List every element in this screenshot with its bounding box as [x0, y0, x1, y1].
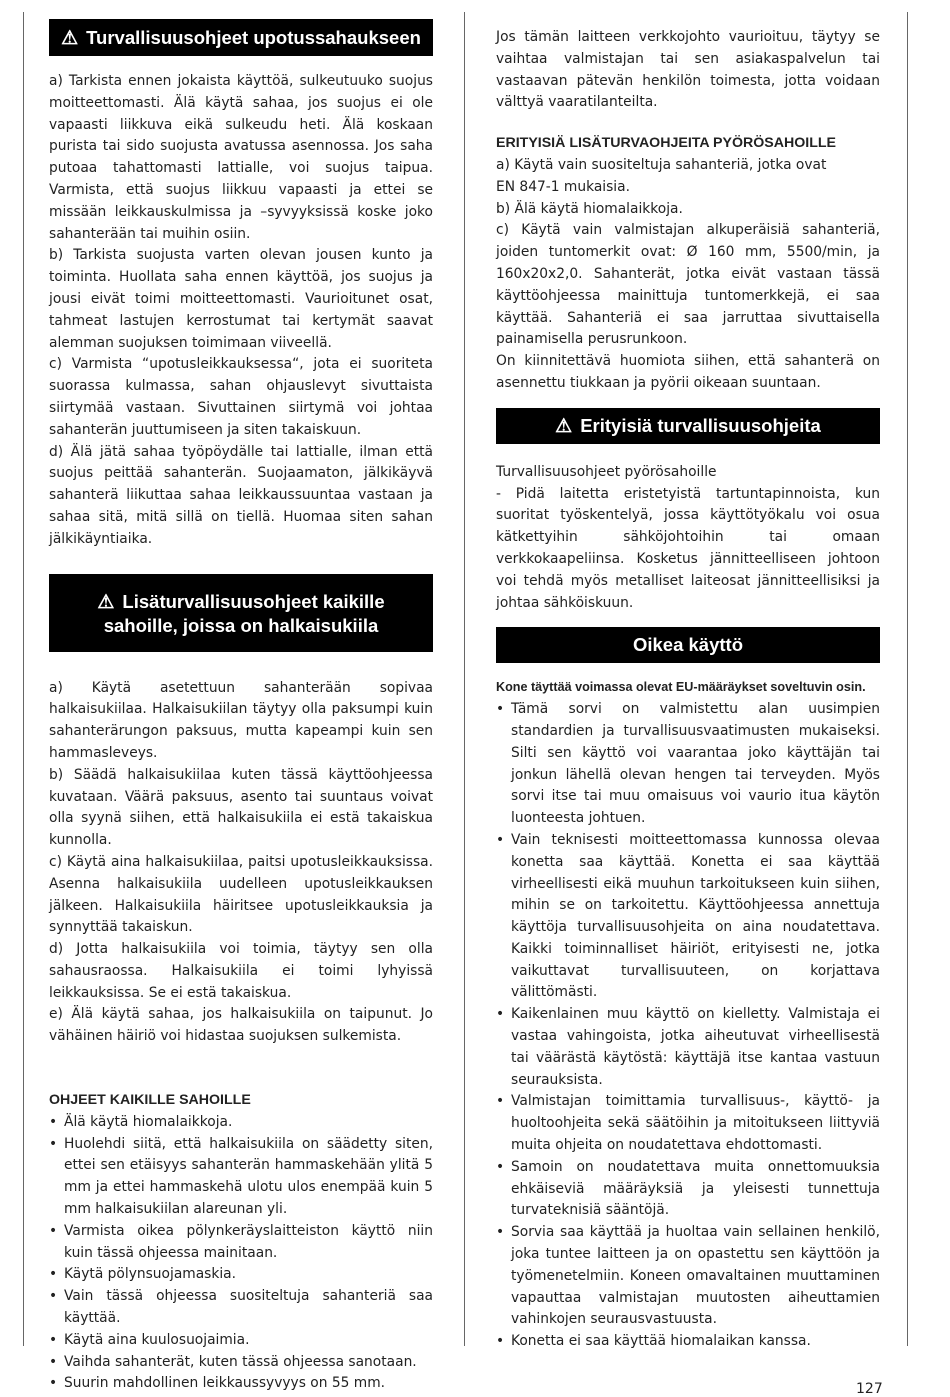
list-item: • Samoin on noudatettava muita onnettomuuksia ehkäiseviä määräyksiä ja yleisesti tunnettuja turvateknisiä sääntöjä. — [496, 1157, 880, 1222]
warning-triangle-icon: ⚠ — [555, 415, 573, 437]
section-banner-halkaisukiila — [49, 574, 433, 652]
section-subheading: ERITYISIÄ LISÄTURVAOHJEITA PYÖRÖSAHOILLE — [496, 135, 837, 152]
section-banner-oikea-kaytto — [496, 627, 880, 663]
banner-title-line1: Lisäturvallisuusohjeet kaikille — [122, 590, 385, 612]
paragraph: a) Käytä asetettuun sahanterään sopivaa halkaisukiilaa. Halkaisukiilan täytyy olla paksumpi kuin sahanterärungon paksuus, mutta kapeampi kuin sen hammasleveys. — [49, 679, 433, 761]
list-item: • Sorvia saa käyttää ja huoltaa vain sellainen henkilö, joka tuntee laitteen ja on opastettu sen käyttöön ja työmenetelmiin. Koneen omavaltainen muuttaminen vapauttaa valmistajan muutosten aiheuttamien vahinkojen seurausvastuusta. — [496, 1222, 880, 1331]
paragraph: c) Käytä vain valmistajan alkuperäisiä sahanteriä, joiden tuntomerkit ovat: Ø 160 mm, 5500/min, ja 160x20x2,0. Sahanterät, jotka eivät vastaan tässä käyttöohjeessa mainittuja tuntomerkkejä, ei saa käyttää. Sahanteriä ei saa jarruttaa sivuttaisella painamisella perusrunkoon. — [496, 222, 880, 348]
column-divider-right — [907, 12, 908, 1346]
paragraph: d) Jotta halkaisukiila voi toimia, täytyy sen olla sahausraossa. Halkaisukiila ei toimi lyhyissä leikkauksissa. Se ei estä takaiskua. — [49, 941, 433, 1001]
text-line: b) Älä käytä hiomalaikkoja. — [496, 200, 683, 217]
warning-triangle-icon: ⚠ — [61, 28, 79, 49]
paragraph: Jos tämän laitteen verkkojohto vaurioituu, täytyy se vaihtaa valmistajan tai sen asiakaspalvelun tai vastaavan pätevän henkilön toimesta, jotta voidaan välttyä vaaratilanteilta. — [496, 29, 880, 111]
section-body-upotussahaus — [49, 71, 433, 551]
intro-bold-text: Kone täyttää voimassa olevat EU-määräykset soveltuvin osin. — [496, 680, 866, 695]
left-column — [49, 14, 433, 1395]
section-body-halkaisukiila — [49, 678, 433, 1049]
paragraph-title: Turvallisuusohjeet pyörösahoille — [496, 463, 717, 480]
list-item: • Suurin mahdollinen leikkaussyvyys on 55 mm. — [49, 1373, 433, 1395]
column-divider-left — [23, 12, 24, 1346]
list-item: • Vaihda sahanterät, kuten tässä ohjeessa sanotaan. — [49, 1352, 433, 1374]
page-number: 127 — [856, 1381, 883, 1397]
list-item: • Vain teknisesti moitteettomassa kunnossa olevaa konetta saa käyttää. Konetta ei saa käyttää virheellisesti eikä muuhun tarkoitukseen kuin siihen, mihin se on tarkoitettu. Käyttöohjeessa annettuja käyttöja turvallisuusohjeita on aina noudatettava. Kaikki toiminnalliset häiriöt, erityisesti ne, jotka vaikuttavat turvallisuuteen, on korjattava välittömästi. — [496, 830, 880, 1004]
list-item: • Käytä pölynsuojamaskia. — [49, 1264, 433, 1286]
paragraph: On kiinnitettävä huomiota siihen, että sahanterä on asennettu tiukkaan ja pyörii oikeaan suuntaan. — [496, 353, 880, 391]
list-item: • Valmistajan toimittamia turvallisuus-, käyttö- ja huoltoohjeita sekä säätöihin ja mitoitukseen liittyviä muita ohjeita on noudatettava ehdottomasti. — [496, 1091, 880, 1156]
paragraph: c) Käytä aina halkaisukiilaa, paitsi upotusleikkauksissa. Asenna halkaisukiila uudelleen upotusleikkauksen jälkeen. Halkaisukiila häiritsee upotusleikkauksia ja synnyttää takaiskun. — [49, 853, 433, 936]
list-item: • Käytä aina kuulosuojaimia. — [49, 1330, 433, 1352]
list-item: • Vain tässä ohjeessa suositeltuja sahanteriä saa käyttää. — [49, 1286, 433, 1330]
column-divider-middle — [464, 12, 465, 1346]
banner-line — [49, 590, 433, 614]
bullet-list — [496, 699, 880, 1353]
warning-triangle-icon: ⚠ — [97, 591, 115, 613]
list-item: • Konetta ei saa käyttää hiomalaikan kanssa. — [496, 1331, 880, 1353]
list-item: • Varmista oikea pölynkeräyslaitteiston käyttö niin kuin tässä ohjeessa mainitaan. — [49, 1221, 433, 1265]
text-line: a) Käytä vain suositeltuja sahanteriä, jotka ovat — [496, 156, 827, 173]
text-line: EN 847-1 mukaisia. — [496, 178, 630, 195]
bullet-list — [49, 1112, 433, 1395]
list-item: • Tämä sorvi on valmistettu alan uusimpien standardien ja turvallisuusvaatimusten mukaiseksi. Silti sen käyttö voi vaarantaa joko käyttäjän tai jonkun lähellä olevan hengen tai terveyden. Myös sorvi itse tai muu omaisuus voi vaurio itua käytön luonteesta johtuen. — [496, 699, 880, 830]
banner-title-line2: sahoille, joissa on halkaisukiila — [103, 614, 379, 636]
paragraph: - Pidä laitetta eristetyistä tartuntapinnoista, kun suoritat työskentelyä, jossa käyttötyökalu voi osua kätkettyihin sähköjohtoihin tai omaan verkkokaapeliinsa. Kosketus jännitteelliseen johtoon voi tehdä myös metalliset laiteosat jännitteellisiksi ja johtaa sähköiskuun. — [496, 485, 880, 611]
list-item: • Kaikenlainen muu käyttö on kielletty. Valmistaja ei vastaa vahingoista, jotka aiheutuvat virheellisestä tai väärästä käytöstä: käyttäjä itse kantaa vastuun seurauksista. — [496, 1004, 880, 1091]
list-item: • Huolehdi siitä, että halkaisukiila on säädetty siten, ettei sen etäisyys sahanterän hammaskehään ylitä 5 mm ja ettei hammaskehä ulotu ulos enempää kuin 5 mm halkaisukiilan alareunan yli. — [49, 1134, 433, 1221]
banner-title: Erityisiä turvallisuusohjeita — [580, 414, 821, 436]
right-column — [496, 14, 880, 1353]
paragraph: e) Älä käytä sahaa, jos halkaisukiila on taipunut. Jo vähäinen häiriö voi hidastaa suojuksen sulkemista. — [49, 1006, 433, 1045]
paragraph: a) Tarkista ennen jokaista käyttöä, sulkeutuuko suojus moitteettomasti. Älä käytä sahaa, jos suojus ei ole vapaasti liikkuva eikä sulkeudu heti. Älä koskaan purista tai sido suojusta avatussa asennossa. Jos saha putoaa tahattomasti lattialle, voi suojus taipua. Varmista, että suojus liikkuu vapaasti ja ettei se missään leikkauskulmissa ja –syvyyksissä koske joko sahanterään tai muihin osiin. — [49, 73, 433, 242]
paragraph: b) Säädä halkaisukiilaa kuten tässä käyttöohjeessa kuvataan. Väärä paksuus, asento tai suuntaus voivat olla syynä siihen, että halkaisukiila ei estä takaiskua kunnolla. — [49, 766, 433, 849]
banner-title: Oikea käyttö — [632, 634, 744, 656]
section-banner-upotussahaus — [49, 19, 433, 56]
list-item: • Älä käytä hiomalaikkoja. — [49, 1112, 433, 1134]
banner-title: Turvallisuusohjeet upotussahaukseen — [86, 27, 421, 48]
section-subheading: OHJEET KAIKILLE SAHOILLE — [49, 1092, 251, 1109]
paragraph: b) Tarkista suojusta varten olevan jousen kunto ja toiminta. Huollata saha ennen käyttöä, jos suojus ja jousi eivät toimi moitteettomasti. Vaurioitunet osat, tahmeat lastujen kerrostumat tai kertymät saavat alemman suojuksen toimimaan viiveellä. — [49, 247, 433, 351]
section-banner-erityisia — [496, 408, 880, 444]
paragraph: d) Älä jätä sahaa työpöydälle tai lattialle, ilman että suojus peittää sahanterän. Suojaamaton, jälkikäyvä sahanterä liikuttaa sahaa leikkaussuuntaa vastaan ja sahaa sitä, mitä sillä on tiellä. Huomaa siten sahan jälkikäyntiaika. — [49, 443, 433, 547]
paragraph: c) Varmista “upotusleikkauksessa“, jota ei suoriteta suorassa kulmassa, sahan ohjauslevyt sivuttaista siirtymää vastaan. Sivuttainen siirtymä voi johtaa sahanterän juuttumiseen ja siten takaiskuun. — [49, 356, 433, 438]
